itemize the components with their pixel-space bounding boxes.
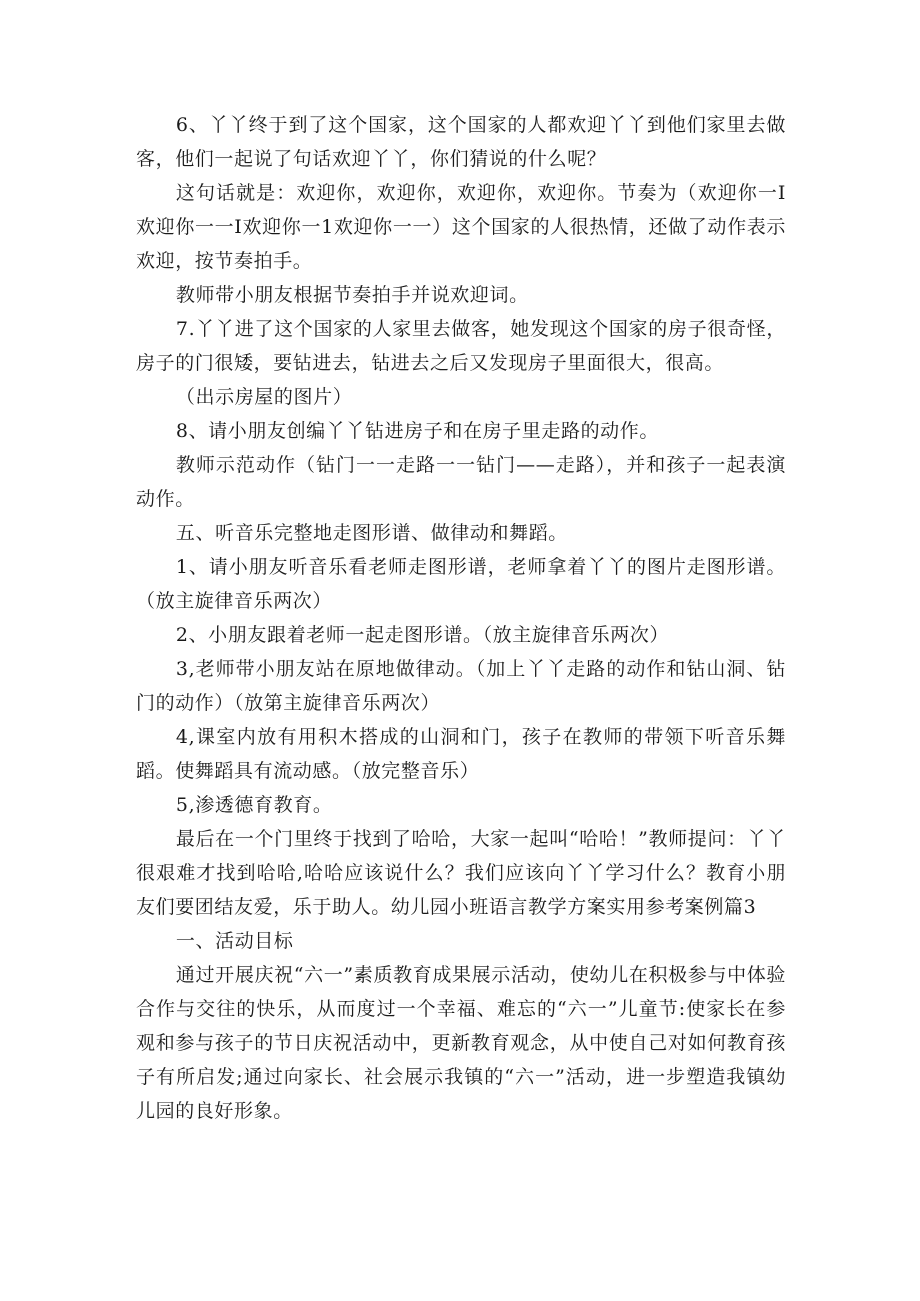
paragraph-activity-goals: 通过开展庆祝“六一”素质教育成果展示活动，使幼儿在积极参与中体验合作与交往的快乐，从而度过一个幸福、难忘的“六一”儿童节:使家长在参观和参与孩子的节日庆祝活动中，更新教育观念，从中使自己对如何教育孩子有所启发;通过向家长、社会展示我镇的“六一”活动，进一步塑造我镇幼儿园的良好形象。 xyxy=(136,964,786,1122)
section-heading-activity-goals: 一、活动目标 xyxy=(175,930,294,952)
paragraph-conclusion: 最后在一个门里终于找到了哈哈，大家一起叫“哈哈！”教师提问：丫丫很艰难才找到哈哈,哈哈应该说什么？我们应该向丫丫学习什么？教育小朋友们要团结友爱，乐于助人。幼儿园小班语言教学方案实用参考案例篇3 xyxy=(136,828,786,918)
paragraph-welcome-rhythm: 这句话就是：欢迎你，欢迎你，欢迎你，欢迎你。节奏为（欢迎你一I欢迎你一一I欢迎你一1欢迎你一一）这个国家的人很热情，还做了动作表示欢迎，按节奏拍手。 xyxy=(136,182,786,272)
paragraph-item-1: 1、请小朋友听音乐看老师走图形谱，老师拿着丫丫的图片走图形谱。（放主旋律音乐两次） xyxy=(136,556,786,612)
paragraph-item-3: 3,老师带小朋友站在原地做律动。（加上丫丫走路的动作和钻山洞、钻门的动作）（放第主旋律音乐两次） xyxy=(136,658,786,714)
paragraph-show-house-picture: （出示房屋的图片） xyxy=(175,386,353,408)
paragraph-item-2: 2、小朋友跟着老师一起走图形谱。（放主旋律音乐两次） xyxy=(175,624,670,646)
paragraph-teacher-clap: 教师带小朋友根据节奏拍手并说欢迎词。 xyxy=(175,284,529,306)
paragraph-step-7: 7.丫丫进了这个国家的人家里去做客，她发现这个国家的房子很奇怪，房子的门很矮，要钻进去，钻进去之后又发现房子里面很大，很高。 xyxy=(136,318,786,374)
section-heading-five: 五、听音乐完整地走图形谱、做律动和舞蹈。 xyxy=(175,522,568,544)
paragraph-item-4: 4,课室内放有用积木搭成的山洞和门，孩子在教师的带领下听音乐舞蹈。使舞蹈具有流动感。（放完整音乐） xyxy=(136,726,786,782)
paragraph-step-8: 8、请小朋友创编丫丫钻进房子和在房子里走路的动作。 xyxy=(175,420,659,442)
paragraph-item-5: 5,渗透德育教育。 xyxy=(175,794,333,816)
document-body xyxy=(136,108,786,1128)
paragraph-step-6: 6、丫丫终于到了这个国家，这个国家的人都欢迎丫丫到他们家里去做客，他们一起说了句话欢迎丫丫，你们猜说的什么呢？ xyxy=(136,114,786,170)
paragraph-teacher-demo: 教师示范动作（钻门一一走路一一钻门——走路），并和孩子一起表演动作。 xyxy=(136,454,786,510)
